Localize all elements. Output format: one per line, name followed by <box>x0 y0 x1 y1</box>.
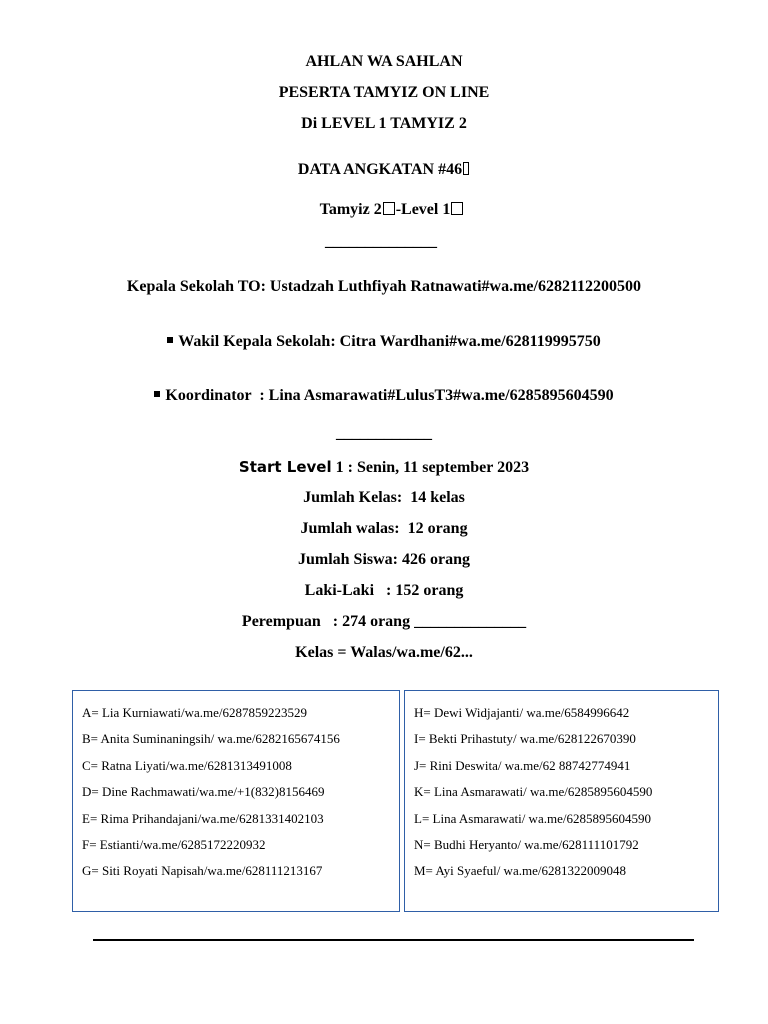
greeting-title: AHLAN WA SAHLAN <box>305 53 463 70</box>
class-entry: B= Anita Suminaningsih/ wa.me/6282165674156 <box>82 731 340 747</box>
tamyiz-level-line <box>8 200 768 220</box>
class-entry: J= Rini Deswita/ wa.me/62 88742774941 <box>414 757 631 773</box>
square-bullet-icon <box>167 337 173 343</box>
class-entry: H= Dewi Widjajanti/ wa.me/6584996642 <box>414 705 630 720</box>
start-level-label: Start Level <box>238 458 332 476</box>
student-count: Jumlah Siswa: 426 orang <box>297 551 471 568</box>
coordinator-info <box>0 386 768 406</box>
bottom-rule <box>93 939 694 941</box>
missing-glyph-icon <box>463 162 469 175</box>
class-list-right <box>404 690 719 912</box>
class-entry: G= Siti Royati Napisah/wa.me/628111213167 <box>82 863 323 879</box>
class-entry: L= Lina Asmarawati/ wa.me/6285895604590 <box>414 810 651 826</box>
class-entry: M= Ayi Syaeful/ wa.me/6281322009048 <box>414 863 626 879</box>
start-level-line <box>0 457 768 478</box>
start-level-date: 1 : Senin, 11 september 2023 <box>331 459 530 476</box>
class-entry: A= Lia Kurniawati/wa.me/6287859223529 <box>82 705 308 720</box>
missing-glyph-icon <box>451 202 463 215</box>
class-entry: I= Bekti Prihastuty/ wa.me/628122670390 <box>414 731 636 747</box>
coordinator-text: Koordinator : Lina Asmarawati#LulusT3#wa.me/6285895604590 <box>165 387 614 404</box>
separator-line: ____________ <box>336 425 432 442</box>
class-entry: K= Lina Asmarawati/ wa.me/6285895604590 <box>414 784 653 800</box>
class-entry: N= Budhi Heryanto/ wa.me/628111101792 <box>414 837 639 853</box>
class-list-left <box>72 690 400 912</box>
class-entry: D= Dine Rachmawati/wa.me/+1(832)8156469 <box>82 784 325 800</box>
class-count: Jumlah Kelas: 14 kelas <box>303 489 465 506</box>
female-count: Perempuan : 274 orang ______________ <box>241 613 527 630</box>
class-entry: C= Ratna Liyati/wa.me/6281313491008 <box>82 757 292 773</box>
class-format-note: Kelas = Walas/wa.me/62... <box>295 644 473 661</box>
level-label: -Level 1 <box>395 201 451 218</box>
participant-title: PESERTA TAMYIZ ON LINE <box>278 84 490 101</box>
tamyiz-label: Tamyiz 2 <box>319 201 382 218</box>
vice-headmaster-info <box>0 332 768 352</box>
class-entry: E= Rima Prihandajani/wa.me/6281331402103 <box>82 810 324 826</box>
batch-title <box>0 160 768 180</box>
separator-line: ______________ <box>325 233 437 250</box>
square-bullet-icon <box>154 391 160 397</box>
batch-label: DATA ANGKATAN #46 <box>297 161 463 178</box>
missing-glyph-icon <box>383 202 395 215</box>
headmaster-info: Kepala Sekolah TO: Ustadzah Luthfiyah Ratnawati#wa.me/6282112200500 <box>126 278 642 295</box>
homeroom-count: Jumlah walas: 12 orang <box>300 520 468 537</box>
level-title: Di LEVEL 1 TAMYIZ 2 <box>301 115 467 132</box>
male-count: Laki-Laki : 152 orang <box>304 582 464 599</box>
vice-headmaster-text: Wakil Kepala Sekolah: Citra Wardhani#wa.me/628119995750 <box>178 333 601 350</box>
class-entry: F= Estianti/wa.me/6285172220932 <box>82 837 266 853</box>
